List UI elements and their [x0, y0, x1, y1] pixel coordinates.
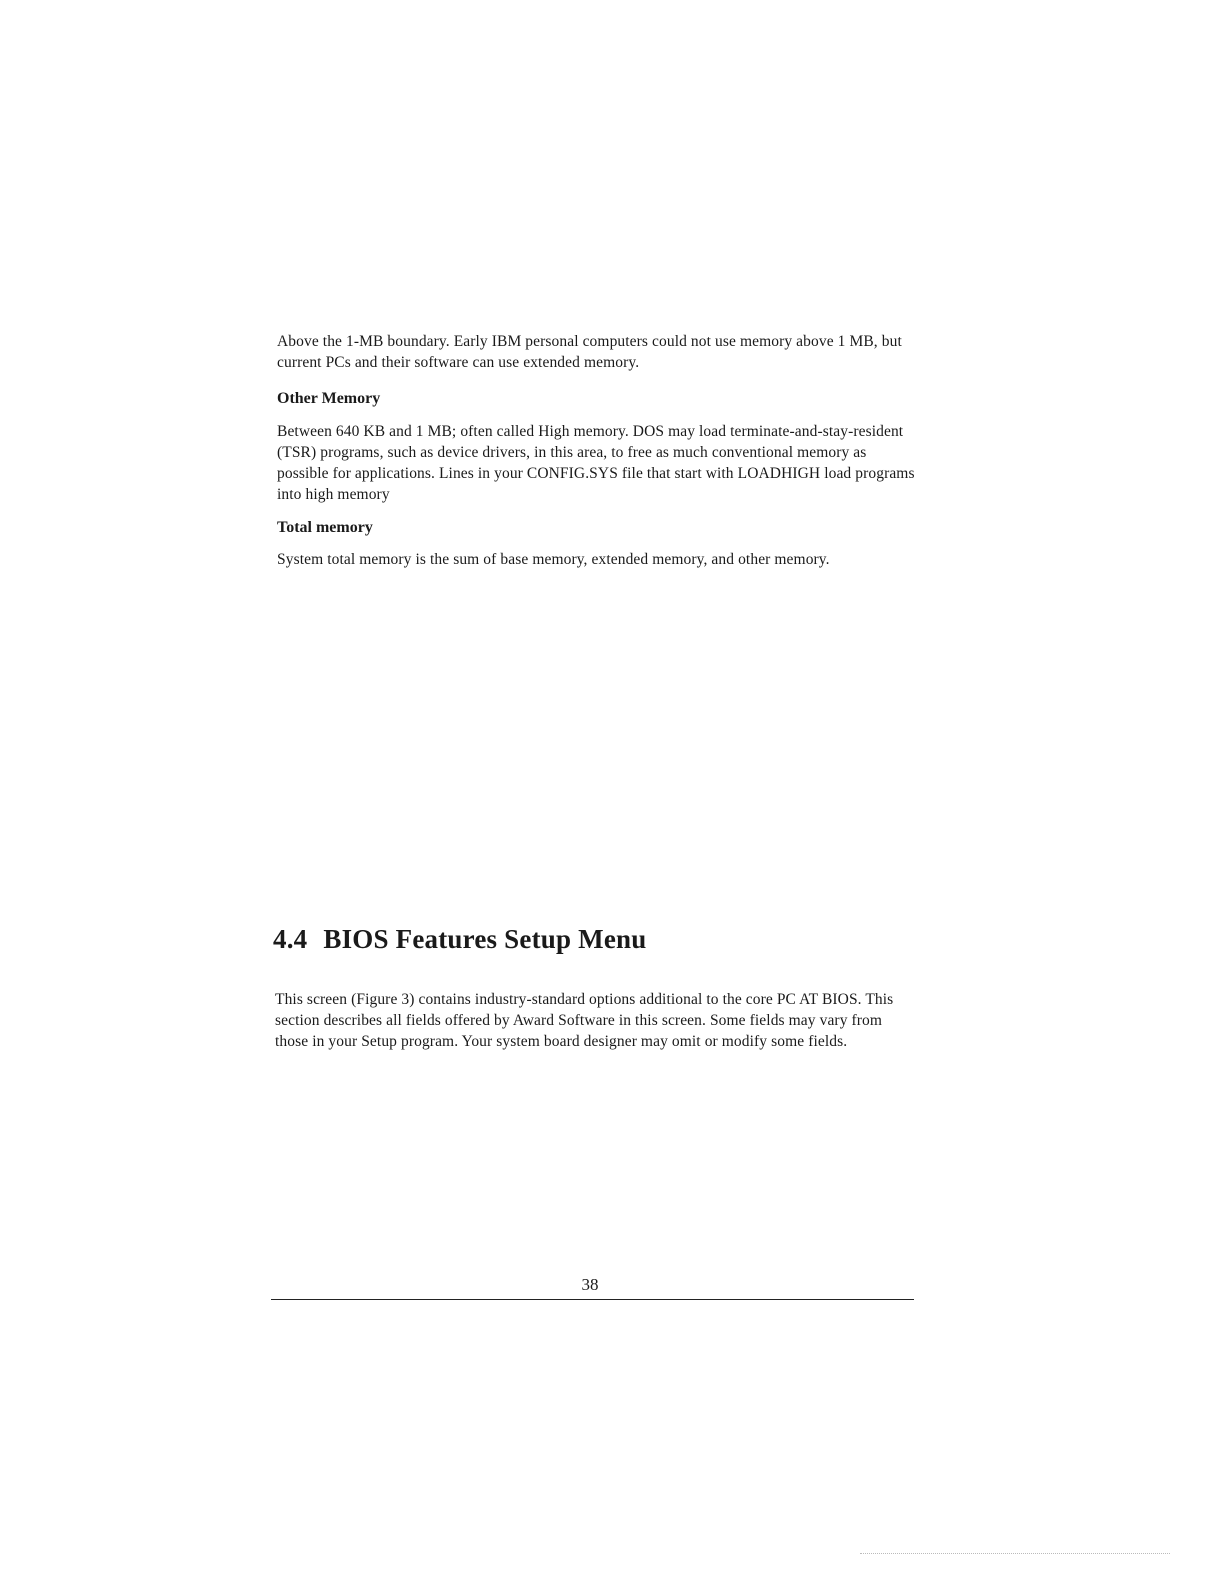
footer-divider	[271, 1299, 914, 1300]
total-memory-paragraph: System total memory is the sum of base memory, extended memory, and other memory.	[277, 551, 830, 568]
section-title-text: BIOS Features Setup Menu	[323, 924, 647, 954]
section-title	[273, 921, 646, 957]
other-memory-heading: Other Memory	[277, 390, 381, 407]
extended-memory-paragraph: Above the 1-MB boundary. Early IBM personal computers could not use memory above 1 MB, but current PCs and their software can use extended memory.	[277, 333, 902, 371]
page-number: 38	[581, 1275, 599, 1294]
section-number: 4.4	[273, 924, 308, 954]
total-memory-heading: Total memory	[277, 519, 373, 536]
bios-intro-paragraph: This screen (Figure 3) contains industry-standard options additional to the core PC AT BIOS. This section describes all fields offered by Award Software in this screen. Some fields may vary from those in your Setup program. Your system board designer may omit or modify some fields.	[275, 991, 894, 1050]
scan-artifact-line	[860, 1553, 1170, 1560]
other-memory-paragraph: Between 640 KB and 1 MB; often called High memory. DOS may load terminate-and-stay-resident (TSR) programs, such as device drivers, in this area, to free as much conventional memory as possible for applications. Lines in your CONFIG.SYS file that start with LOADHIGH load programs into high memory	[277, 423, 915, 503]
